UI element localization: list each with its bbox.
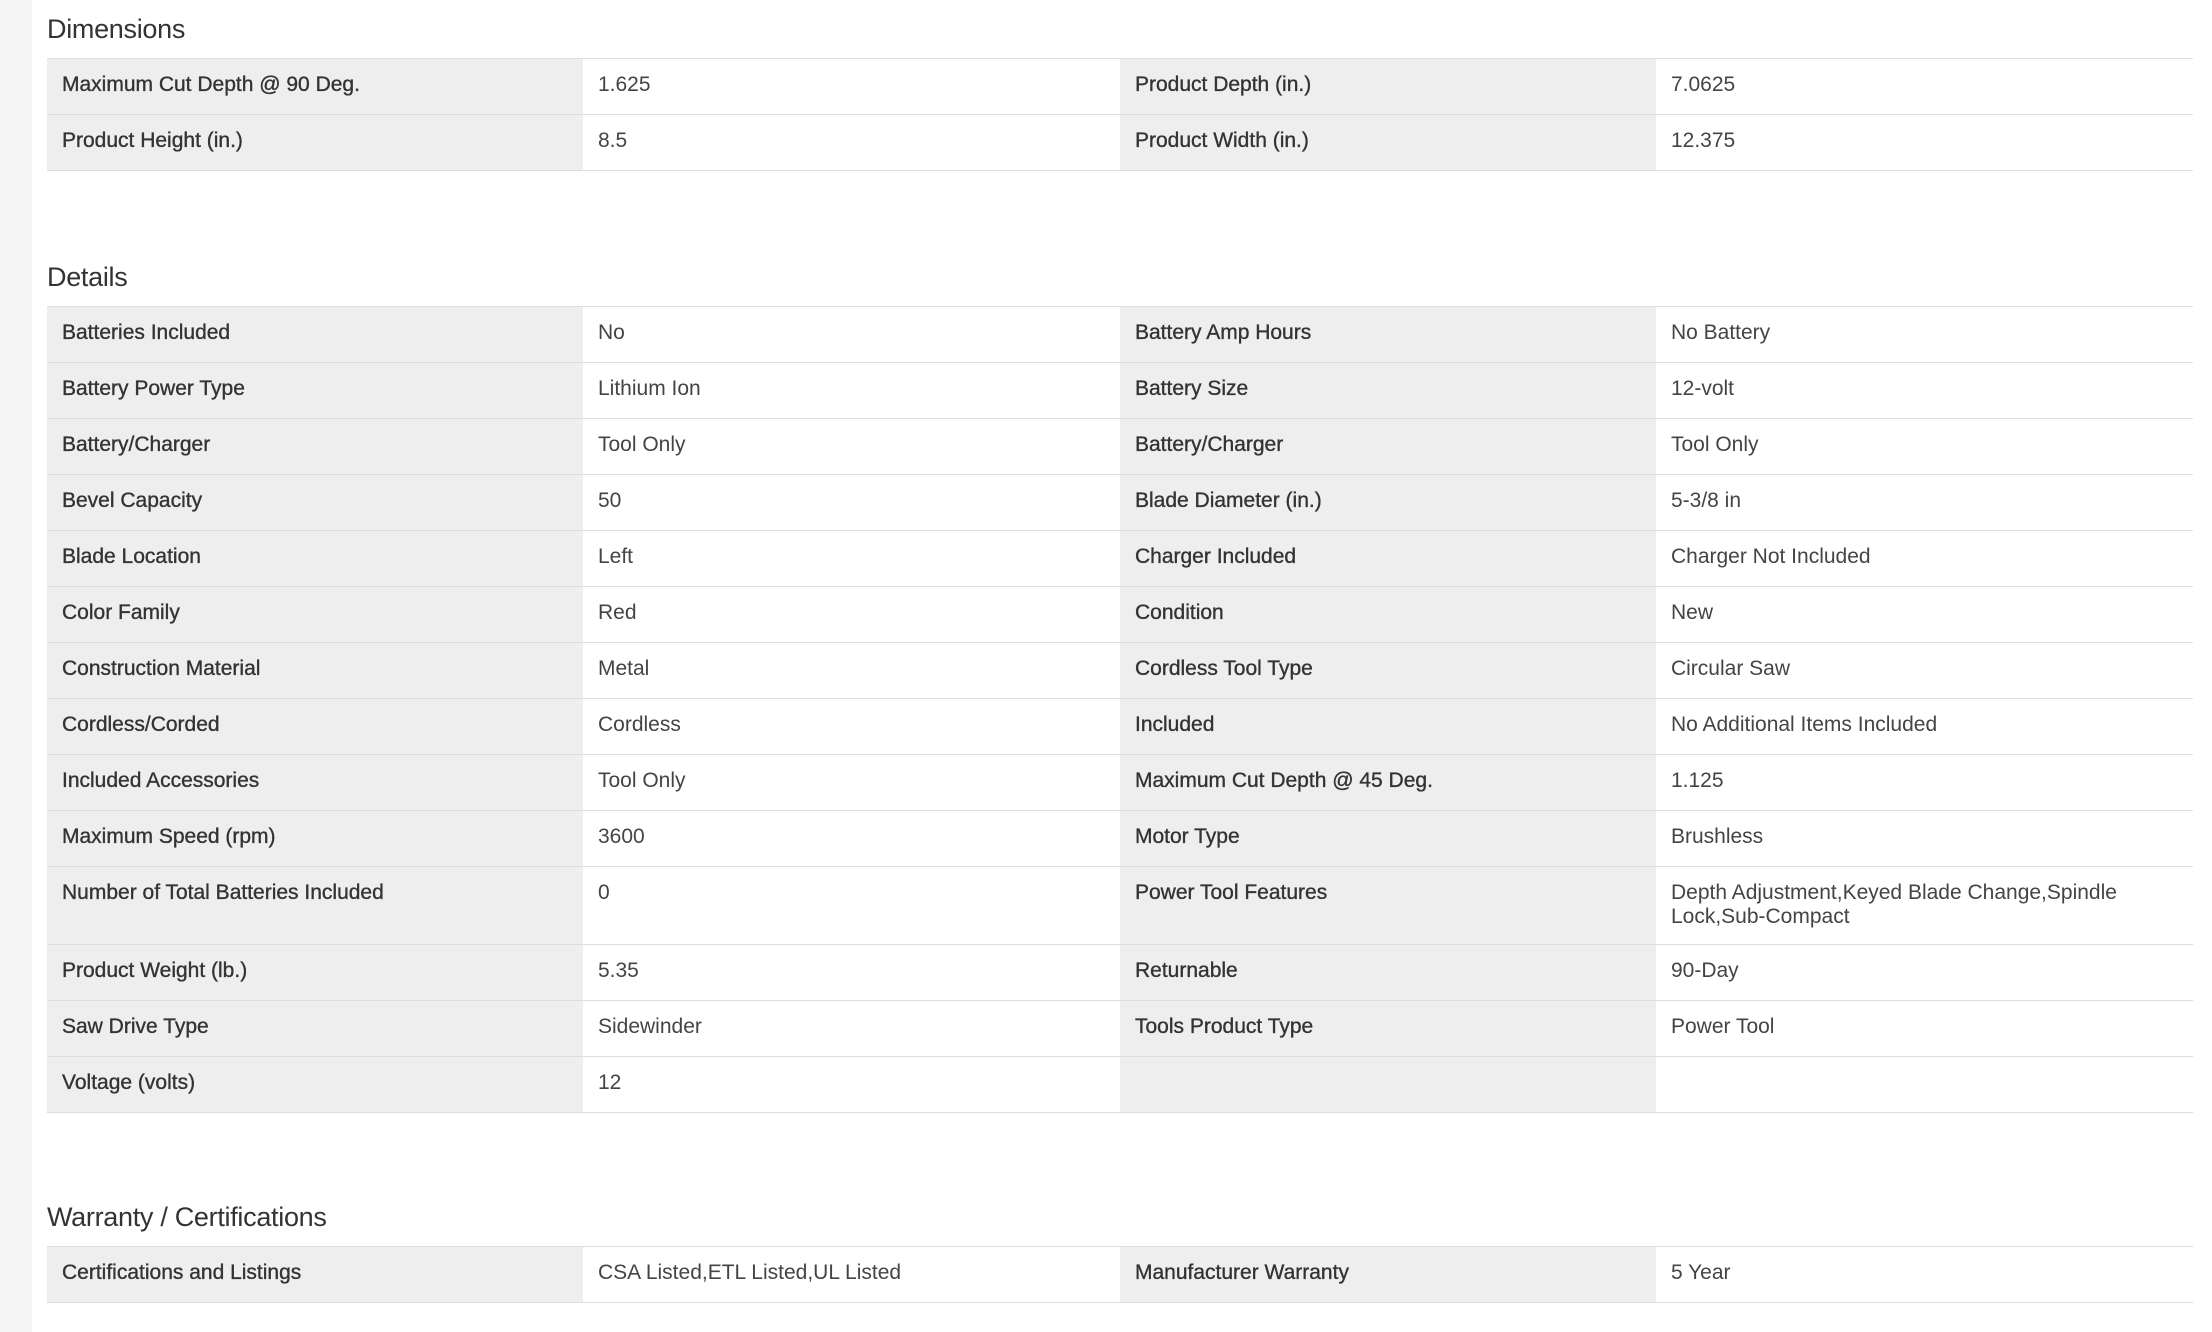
spec-value: 12.375 (1656, 115, 2193, 171)
spec-row (47, 115, 2193, 171)
spec-label: Tools Product Type (1120, 1001, 1656, 1057)
spec-value: 50 (583, 475, 1120, 531)
dimensions-section (47, 0, 2193, 171)
spec-label: Construction Material (47, 643, 583, 699)
spec-value: 5-3/8 in (1656, 475, 2193, 531)
spec-label: Battery Power Type (47, 363, 583, 419)
spec-label: Bevel Capacity (47, 475, 583, 531)
spec-label: Cordless Tool Type (1120, 643, 1656, 699)
spec-value: 12-volt (1656, 363, 2193, 419)
spec-value: CSA Listed,ETL Listed,UL Listed (583, 1247, 1120, 1303)
spec-value: 12 (583, 1057, 1120, 1113)
spec-value: No Additional Items Included (1656, 699, 2193, 755)
section-title-details: Details (47, 262, 128, 292)
spec-label: Maximum Cut Depth @ 90 Deg. (47, 59, 583, 115)
spec-value: Left (583, 531, 1120, 587)
spec-label: Included Accessories (47, 755, 583, 811)
spec-value: Tool Only (583, 755, 1120, 811)
spec-label: Returnable (1120, 945, 1656, 1001)
spec-value: 3600 (583, 811, 1120, 867)
details-table (47, 306, 2193, 1113)
spec-row (47, 699, 2193, 755)
spec-value: Depth Adjustment,Keyed Blade Change,Spindle Lock,Sub-Compact (1656, 867, 2193, 945)
details-section (47, 248, 2193, 1113)
spec-value: Red (583, 587, 1120, 643)
spec-row (47, 1247, 2193, 1303)
spec-value: Power Tool (1656, 1001, 2193, 1057)
spec-row (47, 643, 2193, 699)
spec-row (47, 59, 2193, 115)
spec-label: Number of Total Batteries Included (47, 867, 583, 945)
spec-label: Battery Amp Hours (1120, 307, 1656, 363)
spec-label: Product Depth (in.) (1120, 59, 1656, 115)
spec-value: Cordless (583, 699, 1120, 755)
spec-label: Battery/Charger (47, 419, 583, 475)
spec-label: Maximum Speed (rpm) (47, 811, 583, 867)
spec-label: Charger Included (1120, 531, 1656, 587)
spec-label: Product Width (in.) (1120, 115, 1656, 171)
spec-label: Maximum Cut Depth @ 45 Deg. (1120, 755, 1656, 811)
warranty-section (47, 1188, 2193, 1303)
spec-label: Batteries Included (47, 307, 583, 363)
spec-row (47, 419, 2193, 475)
spec-label: Blade Diameter (in.) (1120, 475, 1656, 531)
spec-value: 1.625 (583, 59, 1120, 115)
spec-value: 1.125 (1656, 755, 2193, 811)
spec-value: Metal (583, 643, 1120, 699)
spec-value: No (583, 307, 1120, 363)
spec-row (47, 945, 2193, 1001)
spec-label: Motor Type (1120, 811, 1656, 867)
spec-row (47, 587, 2193, 643)
spec-label: Voltage (volts) (47, 1057, 583, 1113)
spec-label: Manufacturer Warranty (1120, 1247, 1656, 1303)
spec-value: Sidewinder (583, 1001, 1120, 1057)
spec-value: New (1656, 587, 2193, 643)
spec-value: 5.35 (583, 945, 1120, 1001)
section-title-dimensions: Dimensions (47, 14, 186, 44)
spec-value: Lithium Ion (583, 363, 1120, 419)
spec-value: Circular Saw (1656, 643, 2193, 699)
spec-row (47, 811, 2193, 867)
spec-row (47, 307, 2193, 363)
spec-label: Product Height (in.) (47, 115, 583, 171)
spec-label: Color Family (47, 587, 583, 643)
spec-label: Certifications and Listings (47, 1247, 583, 1303)
warranty-table (47, 1246, 2193, 1303)
spec-label: Included (1120, 699, 1656, 755)
spec-label: Blade Location (47, 531, 583, 587)
spec-value: 7.0625 (1656, 59, 2193, 115)
dimensions-table (47, 58, 2193, 171)
spec-value: No Battery (1656, 307, 2193, 363)
spec-value: Charger Not Included (1656, 531, 2193, 587)
spec-row (47, 531, 2193, 587)
spec-value: Tool Only (583, 419, 1120, 475)
spec-label: Power Tool Features (1120, 867, 1656, 945)
spec-row (47, 867, 2193, 945)
section-title-warranty: Warranty / Certifications (47, 1202, 327, 1232)
spec-label: Battery Size (1120, 363, 1656, 419)
spec-row (47, 475, 2193, 531)
spec-label: Product Weight (lb.) (47, 945, 583, 1001)
spec-value: 0 (583, 867, 1120, 945)
spec-value: Brushless (1656, 811, 2193, 867)
spec-label: Cordless/Corded (47, 699, 583, 755)
spec-value (1656, 1057, 2193, 1113)
spec-label (1120, 1057, 1656, 1113)
spec-value: 90-Day (1656, 945, 2193, 1001)
spec-row (47, 1001, 2193, 1057)
specifications-panel (32, 0, 2212, 1332)
spec-row (47, 755, 2193, 811)
spec-label: Saw Drive Type (47, 1001, 583, 1057)
spec-row (47, 1057, 2193, 1113)
spec-row (47, 363, 2193, 419)
spec-label: Condition (1120, 587, 1656, 643)
spec-value: 5 Year (1656, 1247, 2193, 1303)
spec-value: Tool Only (1656, 419, 2193, 475)
spec-value: 8.5 (583, 115, 1120, 171)
spec-label: Battery/Charger (1120, 419, 1656, 475)
